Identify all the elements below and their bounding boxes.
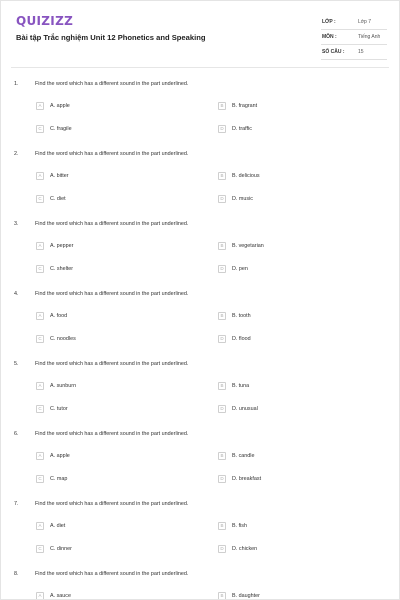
answer-checkbox[interactable]: B <box>218 312 226 320</box>
quizizz-logo: QUIZIZZ <box>16 14 74 28</box>
answer-label: D. chicken <box>232 546 258 552</box>
question-text: Find the word which has a different sound in the part underlined. <box>35 151 189 157</box>
answer-label: B. daughter <box>232 593 260 599</box>
answer-checkbox[interactable]: D <box>218 125 226 133</box>
answer-checkbox[interactable]: A <box>36 172 44 180</box>
question-text: Find the word which has a different sound in the part underlined. <box>35 361 189 367</box>
meta-row-subject <box>321 30 387 45</box>
answer-checkbox[interactable]: C <box>36 475 44 483</box>
question-number: 8. <box>14 571 19 577</box>
meta-table <box>321 15 387 60</box>
answer-checkbox[interactable]: A <box>36 242 44 250</box>
answer-checkbox[interactable]: A <box>36 102 44 110</box>
answer-checkbox[interactable]: B <box>218 382 226 390</box>
answer-label: B. vegetarian <box>232 243 264 249</box>
question-item <box>1 431 400 501</box>
question-number: 4. <box>14 291 19 297</box>
answer-checkbox[interactable]: D <box>218 475 226 483</box>
answer-checkbox[interactable]: D <box>218 335 226 343</box>
answer-checkbox[interactable]: C <box>36 405 44 413</box>
answer-label: D. breakfast <box>232 476 262 482</box>
answer-label: A. diet <box>50 523 66 529</box>
question-number: 7. <box>14 501 19 507</box>
answer-label: B. tooth <box>232 313 251 319</box>
answer-label: B. candle <box>232 453 255 459</box>
meta-value: Tiếng Anh <box>358 34 381 40</box>
answer-label: C. diet <box>50 196 66 202</box>
answer-checkbox[interactable]: B <box>218 242 226 250</box>
answer-checkbox[interactable]: D <box>218 545 226 553</box>
question-item <box>1 361 400 431</box>
question-item <box>1 571 400 600</box>
answer-checkbox[interactable]: A <box>36 452 44 460</box>
question-text: Find the word which has a different sound in the part underlined. <box>35 501 189 507</box>
answer-checkbox[interactable]: A <box>36 312 44 320</box>
answer-checkbox[interactable]: C <box>36 335 44 343</box>
answer-checkbox[interactable]: D <box>218 405 226 413</box>
worksheet-title: Bài tập Trắc nghiệm Unit 12 Phonetics and Speaking <box>16 33 206 42</box>
answer-label: C. map <box>50 476 68 482</box>
answer-checkbox[interactable]: B <box>218 452 226 460</box>
question-number: 1. <box>14 81 19 87</box>
answer-label: A. bitter <box>50 173 69 179</box>
question-number: 2. <box>14 151 19 157</box>
question-item <box>1 151 400 221</box>
answer-checkbox[interactable]: C <box>36 195 44 203</box>
answer-checkbox[interactable]: B <box>218 522 226 530</box>
question-number: 5. <box>14 361 19 367</box>
answer-label: D. pen <box>232 266 248 272</box>
answer-checkbox[interactable]: C <box>36 125 44 133</box>
meta-row-count <box>321 45 387 60</box>
question-text: Find the word which has a different sound in the part underlined. <box>35 81 189 87</box>
question-item <box>1 81 400 151</box>
answer-label: C. shelter <box>50 266 74 272</box>
question-item <box>1 291 400 361</box>
question-text: Find the word which has a different sound in the part underlined. <box>35 221 189 227</box>
answer-label: C. fragile <box>50 126 72 132</box>
answer-checkbox[interactable]: C <box>36 265 44 273</box>
meta-value: Lớp 7 <box>358 19 372 25</box>
answer-checkbox[interactable]: B <box>218 172 226 180</box>
answer-label: A. sunburn <box>50 383 77 389</box>
question-item <box>1 501 400 571</box>
answer-checkbox[interactable]: B <box>218 592 226 600</box>
answer-label: D. unusual <box>232 406 258 412</box>
answer-checkbox[interactable]: A <box>36 382 44 390</box>
answer-label: C. noodles <box>50 336 76 342</box>
question-number: 6. <box>14 431 19 437</box>
answer-label: C. tutor <box>50 406 68 412</box>
header-divider <box>11 67 389 68</box>
answer-checkbox[interactable]: A <box>36 522 44 530</box>
answer-checkbox[interactable]: B <box>218 102 226 110</box>
question-number: 3. <box>14 221 19 227</box>
question-text: Find the word which has a different sound in the part underlined. <box>35 571 189 577</box>
answer-label: A. pepper <box>50 243 74 249</box>
answer-label: D. music <box>232 196 253 202</box>
answer-label: D. traffic <box>232 126 252 132</box>
answer-label: A. sauce <box>50 593 71 599</box>
question-text: Find the word which has a different sound in the part underlined. <box>35 291 189 297</box>
meta-key: MÔN : <box>322 34 337 40</box>
question-item <box>1 221 400 291</box>
answer-checkbox[interactable]: A <box>36 592 44 600</box>
meta-row-class <box>321 15 387 30</box>
answer-checkbox[interactable]: D <box>218 265 226 273</box>
answer-label: D. flood <box>232 336 251 342</box>
meta-key: LỚP : <box>322 19 336 25</box>
question-text: Find the word which has a different sound in the part underlined. <box>35 431 189 437</box>
answer-label: B. fish <box>232 523 247 529</box>
answer-label: B. delicious <box>232 173 260 179</box>
answer-checkbox[interactable]: C <box>36 545 44 553</box>
answer-label: A. apple <box>50 453 70 459</box>
answer-checkbox[interactable]: D <box>218 195 226 203</box>
answer-label: C. dinner <box>50 546 72 552</box>
answer-label: B. fragrant <box>232 103 258 109</box>
meta-value: 15 <box>358 49 364 55</box>
answer-label: A. food <box>50 313 68 319</box>
answer-label: A. apple <box>50 103 70 109</box>
answer-label: B. tuna <box>232 383 250 389</box>
meta-key: SỐ CÂU : <box>322 49 345 55</box>
